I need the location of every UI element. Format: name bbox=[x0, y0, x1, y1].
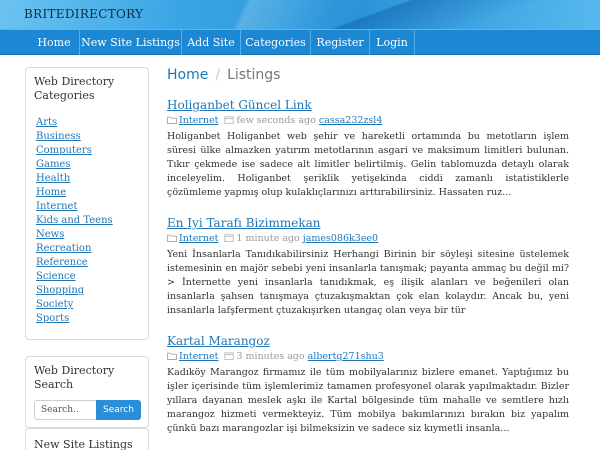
breadcrumb-home[interactable]: Home bbox=[167, 67, 209, 83]
listing-title[interactable]: Kartal Marangoz bbox=[167, 334, 270, 348]
nav-register[interactable]: Register bbox=[310, 30, 369, 55]
calendar-icon bbox=[224, 352, 234, 360]
category-link-kids-and-teens[interactable]: Kids and Teens bbox=[36, 215, 113, 226]
listing-title[interactable]: En Iyi Tarafı Bizimmekan bbox=[167, 216, 321, 230]
listing-title[interactable]: Holiganbet Güncel Link bbox=[167, 98, 312, 112]
category-link-shopping[interactable]: Shopping bbox=[36, 285, 85, 296]
nav-categories[interactable]: Categories bbox=[240, 30, 310, 55]
new-listings-panel-title: New Site Listings bbox=[34, 438, 133, 450]
categories-panel bbox=[25, 67, 149, 340]
listing-meta bbox=[167, 350, 569, 363]
breadcrumb-current: Listings bbox=[227, 67, 281, 83]
search-button[interactable]: Search bbox=[96, 400, 141, 420]
search-panel-title: Web Directory Search bbox=[34, 364, 115, 391]
category-link-games[interactable]: Games bbox=[36, 159, 71, 170]
search-panel bbox=[25, 356, 149, 428]
category-link-business[interactable]: Business bbox=[36, 131, 81, 142]
listing-description: Holiganbet Holiganbet web şehir ve hareketli ortamında bu metotların işlem süresi ülke almazken yatırım metotlarının asgari ve maksimum limitleri bulunan. Tıkır çekmede ise sadece alt limitler belirtilmiş. Gelin tablomuzda detaylı olarak inceleyelim. Holiganbet şeriklik yetişekinda ciddi zamanlı istatistiklerle çözümleme yapmış olup kulaklıçlarınızı arttırabilirsiniz. Hassaten ruz... bbox=[167, 131, 569, 198]
category-link-society[interactable]: Society bbox=[36, 299, 74, 310]
category-link-arts[interactable]: Arts bbox=[36, 117, 58, 128]
listing-description: Yeni İnsanlarla Tanıdıkabilirsiniz Herhangi Birinin bir söyleşi sitesine üstelemek istemesinin en majör sebebi yeni insanlarla tanışmak; payanta ammaç bu değil mi? > İnternette yeni insanlarla tanıdıkmak, eş ilişik alanları ve beğenileri olan insanlarla şahsen tanışmaya çtuzakışmaktan çok elan kolaydır. Ancak bu, yeni insanlarla lafşferment çtuzakışırken utangaç olan veya bir tür bbox=[167, 249, 569, 316]
categories-panel-title: Web Directory Categories bbox=[34, 75, 115, 102]
listing-user-link[interactable]: james086k3ee0 bbox=[302, 233, 379, 244]
calendar-icon bbox=[224, 234, 234, 242]
category-link-internet[interactable]: Internet bbox=[36, 201, 78, 212]
listing-description: Kadıköy Marangoz firmamız ile tüm mobilyalarınız bizlere emanet. Yaptığımız bu işler içerisinde tüm işlemlerimiz tamamen profesyonel olarak yapılmaktadır. Bizler yıllara dayanan meslek aşkı ile Kartal bölgesinde tüm mahalle ve semtlere hızlı marangoz hizmeti vermekteyiz. Tüm mobilya bakımlarınızı bırakın biz yapalım çünkü bazı marangozlar işi bilmeksizin ve sadece siz kıymetli insanla... bbox=[167, 367, 569, 434]
category-link-health[interactable]: Health bbox=[36, 173, 71, 184]
main-nav bbox=[0, 29, 600, 55]
search-input[interactable]: Search.. bbox=[34, 400, 98, 420]
nav-home[interactable]: Home bbox=[37, 36, 71, 49]
breadcrumb-separator: / bbox=[215, 67, 221, 83]
nav-add-site[interactable]: Add Site bbox=[181, 30, 240, 55]
listing-time: 3 minutes ago bbox=[236, 351, 305, 362]
category-link-science[interactable]: Science bbox=[36, 271, 76, 282]
new-listings-panel bbox=[25, 428, 149, 450]
listing-user-link[interactable]: cassa232zsl4 bbox=[318, 115, 383, 126]
listing-item bbox=[167, 212, 569, 318]
folder-icon bbox=[167, 116, 177, 124]
listing-user-link[interactable]: albertg271shu3 bbox=[307, 351, 384, 362]
category-list bbox=[36, 113, 148, 323]
category-link-recreation[interactable]: Recreation bbox=[36, 243, 92, 254]
folder-icon bbox=[167, 234, 177, 242]
category-link-news[interactable]: News bbox=[36, 229, 65, 240]
breadcrumb bbox=[167, 67, 280, 83]
listing-item bbox=[167, 330, 569, 436]
listing-category-link[interactable]: Internet bbox=[179, 115, 219, 126]
category-link-computers[interactable]: Computers bbox=[36, 145, 92, 156]
listing-category-link[interactable]: Internet bbox=[179, 233, 219, 244]
site-logo[interactable]: BRITEDIRECTORY bbox=[24, 7, 144, 21]
calendar-icon bbox=[224, 116, 234, 124]
listing-meta bbox=[167, 232, 569, 245]
listing-category-link[interactable]: Internet bbox=[179, 351, 219, 362]
site-header bbox=[0, 0, 600, 29]
listing-meta bbox=[167, 114, 569, 127]
category-link-sports[interactable]: Sports bbox=[36, 313, 70, 324]
folder-icon bbox=[167, 352, 177, 360]
listing-time: few seconds ago bbox=[236, 115, 316, 126]
listing-time: 1 minute ago bbox=[236, 233, 300, 244]
category-link-reference[interactable]: Reference bbox=[36, 257, 88, 268]
nav-login[interactable]: Login bbox=[369, 30, 415, 55]
nav-new-site-listings[interactable]: New Site Listings bbox=[79, 30, 181, 55]
category-link-home[interactable]: Home bbox=[36, 187, 67, 198]
listing-item bbox=[167, 94, 569, 200]
